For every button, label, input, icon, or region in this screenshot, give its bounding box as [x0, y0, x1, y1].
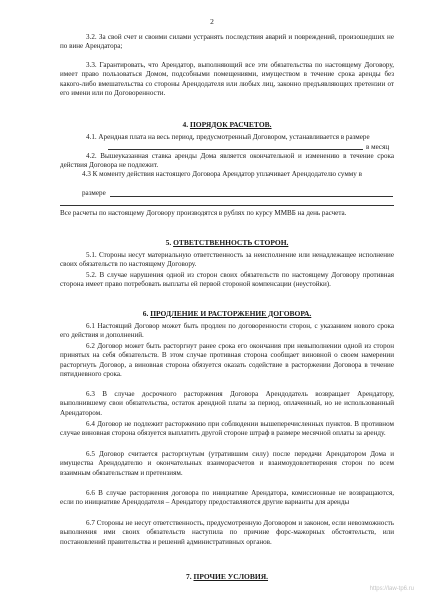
- clause-4-3: 4.3 К моменту действия настоящего Договора Арендатор уплачивает Арендодателю сумму в: [82, 170, 362, 178]
- section-7-heading: [60, 572, 394, 581]
- clause-6-2: 6.2 Договор может быть расторгнут ранее срока его окончания при невыполнении одной из сторон принятых на себя обязательств. В этом случае противная сторона сообщает виновной о своем намерении расторгнуть Договор, а виновная сторона обязуется оказать содействие в расторжении Договора в течение пятидневного срока.: [60, 342, 394, 378]
- section-5-title: ОТВЕТСТВЕННОСТЬ СТОРОН.: [173, 238, 289, 247]
- section-4-title: ПОРЯДОК РАСЧЕТОВ.: [189, 120, 272, 129]
- clause-4-payment-currency: Все расчеты по настоящему Договору производятся в рублях по курсу ММВБ на день расчета.: [60, 209, 347, 217]
- clause-4-3-size-label: размере: [82, 189, 106, 197]
- section-7-title: ПРОЧИЕ УСЛОВИЯ.: [193, 572, 269, 581]
- section-5-number: 5.: [165, 238, 172, 247]
- clause-6-1: 6.1 Настоящий Договор может быть продлен по договоренности сторон, с указанием нового срока его действия и дополнений.: [60, 322, 394, 340]
- clause-6-6: 6.6 В случае расторжения договора по инициативе Арендатора, комиссионные не возвращаются, если по инициативе Арендодателя – Арендатору предоставляются другие варианты для аренды: [60, 489, 394, 507]
- clause-3-2: 3.2. За свой счет и своими силами устранять последствия аварий и повреждений, произошедших не по вине Арендатора;: [60, 33, 394, 51]
- section-4-number: 4.: [182, 120, 189, 129]
- sum-blank-line-1: [110, 196, 393, 197]
- watermark: https://law-tp6.ru: [369, 585, 414, 592]
- clause-6-3: 6.3 В случае досрочного расторжения Договора Арендодатель возвращает Арендатору, выполнившему свои обязательства, остаток арендной платы за период, оплаченный, но не использованный Арендатором.: [60, 390, 394, 417]
- clause-6-7: 6.7 Стороны не несут ответственность, предусмотренную Договором и законом, если невозможность выполнения ими своих обязательств наступила по причине форс-мажорных обстоятельств, или постановлений правительства и решений административных органов.: [60, 519, 394, 546]
- section-6-number: 6.: [142, 309, 149, 318]
- clause-4-2: 4.2. Вышеуказанная ставка аренды Дома является окончательной и изменению в течение срока действия Договора не подлежит.: [60, 152, 394, 170]
- section-6-heading: [60, 309, 394, 318]
- clause-6-5: 6.5 Договор считается расторгнутым (утратившим силу) после передачи Арендатором Дома и имущества Арендодателю и окончательных взаиморасчетов и взаимоудовлетворения сторон по всем взаимным обязательствам и претензиям.: [60, 450, 394, 477]
- sum-blank-line-2: [60, 205, 394, 206]
- clause-4-1-text: 4.1. Арендная плата на весь период, предусмотренный Договором, устанавливается в размере: [86, 133, 370, 141]
- clause-4-1: [60, 133, 394, 142]
- amount-blank-line: [108, 149, 363, 150]
- section-7-number: 7.: [185, 572, 192, 581]
- clause-3-3: 3.3. Гарантировать, что Арендатор, выполняющий все эти обязательства по настоящему Договору, имеет право пользоваться Домом, подсобными помещениями, имуществом в течение срока аренды без какого-либо вмешательства со стороны Арендодателя или любых лиц, законно предъявляющих претензии от его имени или по Договоренности.: [60, 61, 394, 97]
- section-6-title: ПРОДЛЕНИЕ И РАСТОРЖЕНИЕ ДОГОВОРА.: [150, 309, 312, 318]
- section-4-heading: [60, 120, 394, 129]
- clause-5-2: 5.2. В случае нарушения одной из сторон своих обязательств по настоящему Договору противная сторона имеет право потребовать выплаты ей первой стороной компенсации (неустойки).: [60, 271, 394, 289]
- clause-4-1-suffix: в месяц: [366, 143, 390, 151]
- clause-5-1: 5.1. Стороны несут материальную ответственность за неисполнение или ненадлежащее исполнение своих обязательств по настоящему Договору.: [60, 251, 394, 269]
- clause-6-4: 6.4 Договор не подлежит расторжению при соблюдении вышеперечисленных пунктов. В противном случае виновная сторона обязуется выплатить другой стороне штраф в размере месячной оплаты за аренду.: [60, 420, 394, 438]
- page-number: 2: [210, 17, 214, 26]
- section-5-heading: [60, 238, 394, 247]
